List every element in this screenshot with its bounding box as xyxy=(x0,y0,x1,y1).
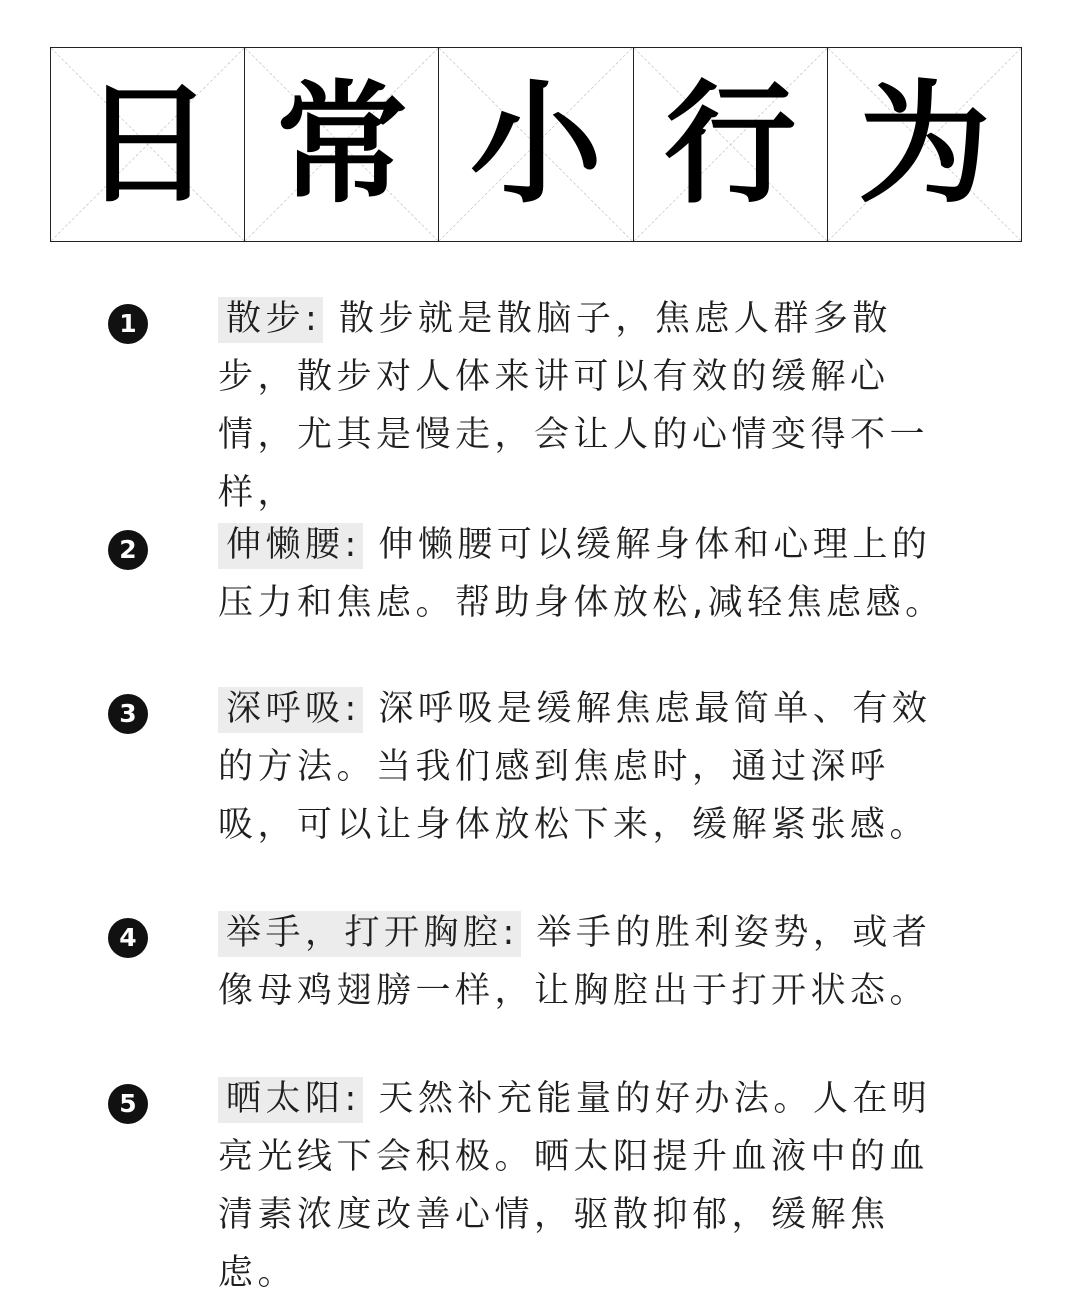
item-description: 散步就是散脑子，焦虑人群多散步，散步对人体来讲可以有效的缓解心情，尤其是慢走，会让人的心情变得不一样， xyxy=(218,299,930,513)
title-char: 常 xyxy=(275,67,408,222)
item-text xyxy=(218,290,968,522)
item-label: 晒太阳: xyxy=(218,1077,363,1123)
number-badge: 3 xyxy=(108,694,148,734)
item-description: 伸懒腰可以缓解身体和心理上的压力和焦虑。帮助身体放松,减轻焦虑感。 xyxy=(218,525,945,623)
title-cell-2 xyxy=(245,48,439,241)
title-char: 为 xyxy=(858,67,991,222)
item-text xyxy=(218,904,968,1020)
title-char: 小 xyxy=(470,67,602,222)
title-cell-5 xyxy=(828,48,1021,241)
number-badge: 1 xyxy=(108,304,148,344)
item-description: 举手的胜利姿势，或者像母鸡翅膀一样，让胸腔出于打开状态。 xyxy=(218,913,932,1011)
item-label: 散步: xyxy=(218,297,323,343)
number-badge: 5 xyxy=(108,1084,148,1124)
number-badge: 2 xyxy=(108,530,148,570)
item-text xyxy=(218,516,968,632)
item-label: 深呼吸: xyxy=(218,687,363,733)
title-char: 行 xyxy=(664,67,797,222)
title-cell-3 xyxy=(439,48,633,241)
title-grid xyxy=(50,47,1022,242)
item-text xyxy=(218,1070,968,1302)
item-description: 天然补充能量的好办法。人在明亮光线下会积极。晒太阳提升血液中的血清素浓度改善心情，驱散抑郁，缓解焦虑。 xyxy=(218,1079,932,1293)
title-char: 日 xyxy=(81,67,214,222)
item-description: 深呼吸是缓解焦虑最简单、有效的方法。当我们感到焦虑时，通过深呼吸，可以让身体放松下来，缓解紧张感。 xyxy=(218,689,932,845)
title-cell-4 xyxy=(634,48,828,241)
title-cell-1 xyxy=(51,48,245,241)
number-badge: 4 xyxy=(108,918,148,958)
item-label: 伸懒腰: xyxy=(218,523,363,569)
item-text xyxy=(218,680,968,854)
item-label: 举手，打开胸腔: xyxy=(218,911,521,957)
